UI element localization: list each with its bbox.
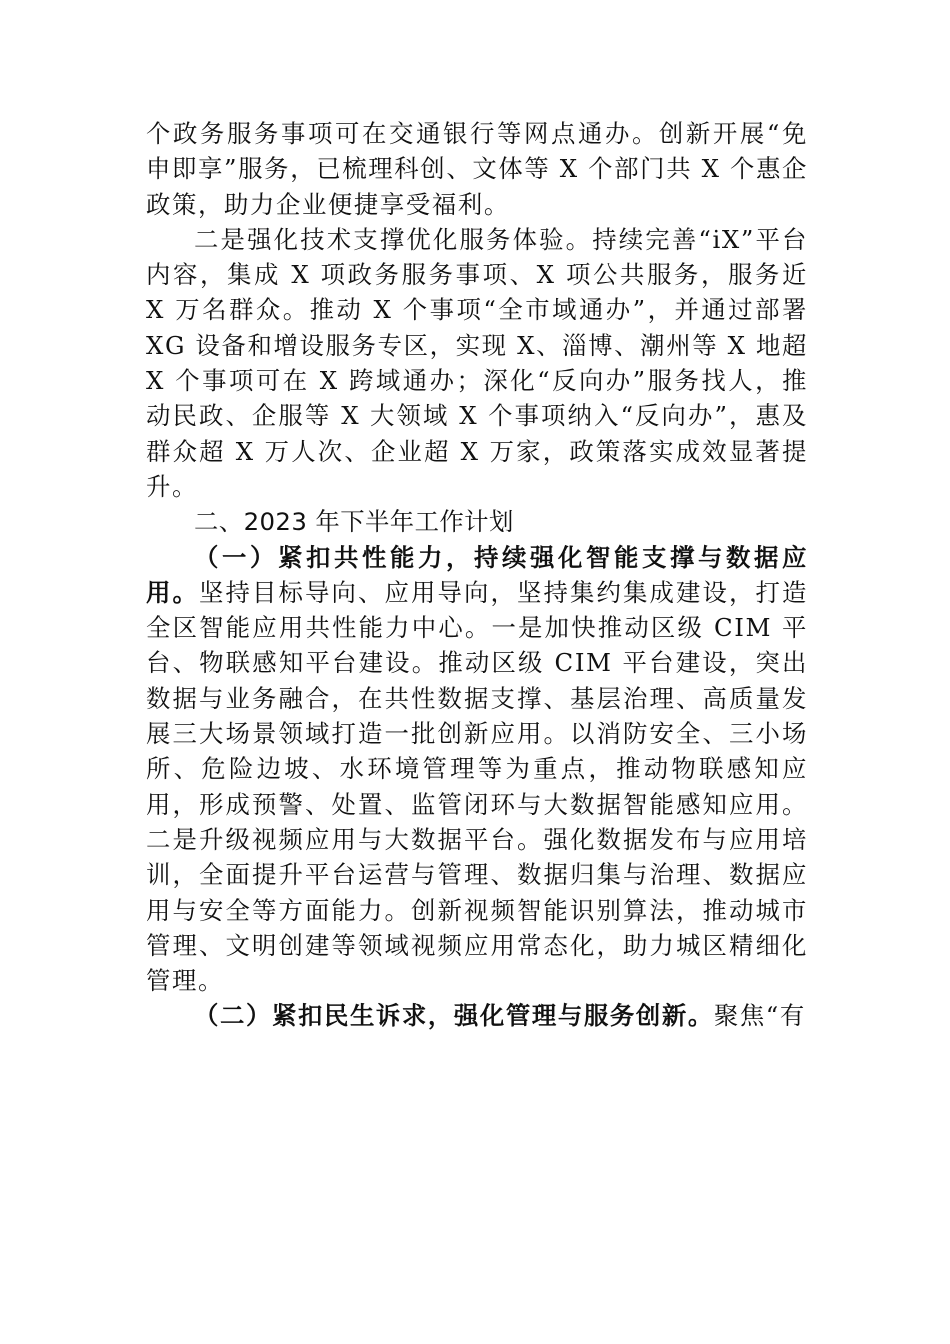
paragraph-text: 个政务服务事项可在交通银行等网点通办。创新开展“免申即享”服务，已梳理科创、文体等 X 个部门共 X 个惠企政策，助力企业便捷享受福利。 — [146, 119, 808, 219]
subheading-lead: （二）紧扣民生诉求，强化管理与服务创新。 — [194, 1001, 714, 1031]
paragraph-tech-support — [146, 222, 808, 504]
paragraph-text: 聚焦“有 — [713, 1001, 806, 1031]
section-heading-plan — [146, 504, 808, 539]
heading-text: 二、2023 年下半年工作计划 — [194, 507, 514, 537]
paragraph-livelihood — [146, 998, 808, 1033]
paragraph-text: 坚持目标导向、应用导向，坚持集约集成建设，打造全区智能应用共性能力中心。一是加快推动区级 CIM 平台、物联感知平台建设。推动区级 CIM 平台建设，突出数据与业务融合，在共性数据支撑、基层治理、高质量发展三大场景领域打造一批创新应用。以消防安全、三小场所、危险边坡、水环境管理等为重点，推动物联感知应用，形成预警、处置、监管闭环与大数据智能感知应用。二是升级视频应用与大数据平台。强化数据发布与应用培训，全面提升平台运营与管理、数据归集与治理、数据应用与安全等方面能力。创新视频智能识别算法，推动城市管理、文明创建等领域视频应用常态化，助力城区精细化管理。 — [146, 577, 808, 996]
document-body — [146, 116, 808, 1034]
paragraph-continuation — [146, 116, 808, 222]
paragraph-text: 二是强化技术支撑优化服务体验。持续完善“iX”平台内容，集成 X 项政务服务事项、X 项公共服务，服务近 X 万名群众。推动 X 个事项“全市域通办”，并通过部署 XG 设备和增设服务专区，实现 X、淄博、潮州等 X 地超 X 个事项可在 X 跨域通办；深化“反向办”服务找人，推动民政、企服等 X 大领域 X 个事项纳入“反向办”，惠及群众超 X 万人次、企业超 X 万家，政策落实成效显著提升。 — [146, 224, 808, 501]
subheading-lead: （一）紧扣共性能力，持续强化智能支撑与数据应用。 — [146, 542, 808, 607]
paragraph-common-capability — [146, 540, 808, 999]
